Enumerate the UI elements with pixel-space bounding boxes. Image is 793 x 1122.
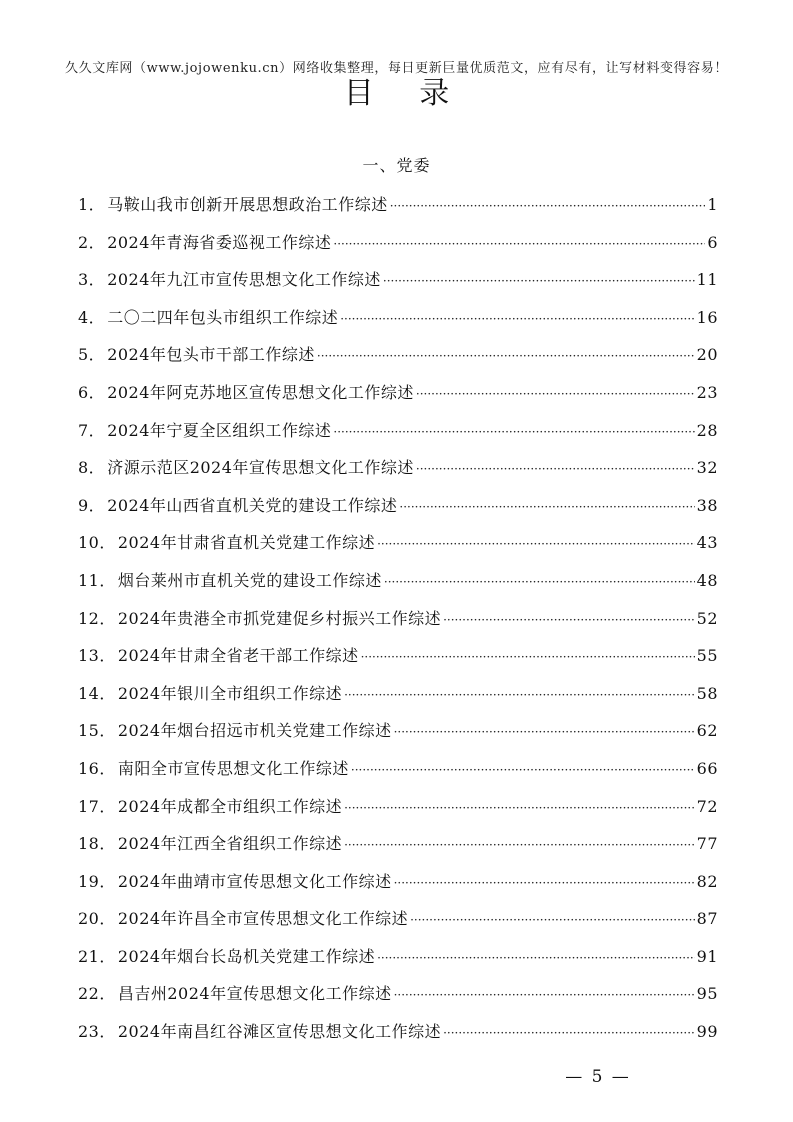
toc-dot-leader xyxy=(377,947,695,969)
toc-entry[interactable] xyxy=(78,908,718,946)
toc-entry-number: 7． xyxy=(78,420,106,440)
toc-entry-title: 二〇二四年包头市组织工作综述 xyxy=(107,307,339,327)
toc-entry[interactable] xyxy=(78,796,718,834)
toc-entry-number: 16． xyxy=(78,758,116,778)
toc-entry-page: 72 xyxy=(696,796,718,816)
toc-entry[interactable] xyxy=(78,495,718,533)
toc-entry-title: 济源示范区2024年宣传思想文化工作综述 xyxy=(107,458,414,478)
toc-entry-title: 昌吉州2024年宣传思想文化工作综述 xyxy=(117,984,392,1004)
toc-entry-number: 4． xyxy=(78,307,106,327)
toc-entry[interactable] xyxy=(78,344,718,382)
page-number: — 5 — xyxy=(565,1067,631,1087)
toc-entry[interactable] xyxy=(78,720,718,758)
toc-entry-number: 11． xyxy=(78,570,116,590)
toc-dot-leader xyxy=(344,797,695,819)
toc-entry-page: 52 xyxy=(696,608,718,628)
toc-entry-page: 82 xyxy=(696,871,718,891)
section-heading: 一、党委 xyxy=(362,156,431,175)
toc-dot-leader xyxy=(394,872,695,894)
toc-entry[interactable] xyxy=(78,758,718,796)
toc-dot-leader xyxy=(351,759,695,781)
toc-dot-leader xyxy=(384,571,695,593)
toc-dot-leader xyxy=(333,233,705,255)
toc-entry-title: 2024年银川全市组织工作综述 xyxy=(117,683,343,703)
toc-dot-leader xyxy=(344,834,695,856)
toc-entry-page: 99 xyxy=(696,1022,718,1042)
toc-entry-number: 13． xyxy=(78,646,116,666)
toc-entry-title: 2024年甘肃全省老干部工作综述 xyxy=(117,646,359,666)
toc-entry-number: 8． xyxy=(78,458,106,478)
toc-entry-page: 6 xyxy=(707,232,718,252)
toc-entry-number: 17． xyxy=(78,796,116,816)
toc-entry-number: 5． xyxy=(78,345,106,365)
toc-entry-title: 马鞍山我市创新开展思想政治工作综述 xyxy=(107,195,388,214)
toc-entry[interactable] xyxy=(78,307,718,345)
toc-entry[interactable] xyxy=(78,608,718,646)
toc-entry-page: 11 xyxy=(696,270,718,290)
toc-dot-leader xyxy=(394,984,695,1006)
toc-entry[interactable] xyxy=(78,269,718,307)
toc-entry-title: 2024年曲靖市宣传思想文化工作综述 xyxy=(117,871,392,891)
toc-dot-leader xyxy=(443,1022,695,1044)
toc-dot-leader xyxy=(340,308,694,330)
toc-entry-title: 2024年甘肃省直机关党建工作综述 xyxy=(117,533,376,553)
toc-entry-number: 22． xyxy=(78,984,116,1004)
toc-entry-title: 2024年许昌全市宣传思想文化工作综述 xyxy=(117,909,409,929)
toc-entry[interactable] xyxy=(78,570,718,608)
toc-entry-page: 91 xyxy=(696,946,718,966)
toc-entry-number: 14． xyxy=(78,683,116,703)
header-watermark: 久久文库网（www.jojowenku.cn）网络收集整理，每日更新巨量优质范文，应有尽有，让写材料变得容易！ xyxy=(65,61,728,76)
toc-entry-page: 66 xyxy=(696,758,718,778)
toc-entry[interactable] xyxy=(78,645,718,683)
toc-entry-title: 烟台莱州市直机关党的建设工作综述 xyxy=(117,570,382,590)
toc-entry-title: 2024年宁夏全区组织工作综述 xyxy=(107,420,332,440)
toc-entry-title: 2024年成都全市组织工作综述 xyxy=(117,796,343,816)
toc-entry-number: 15． xyxy=(78,721,116,741)
table-of-contents xyxy=(78,194,718,1059)
toc-dot-leader xyxy=(361,646,695,668)
toc-entry-title: 2024年包头市干部工作综述 xyxy=(107,345,315,365)
toc-entry-title: 2024年烟台招远市机关党建工作综述 xyxy=(117,721,392,741)
toc-entry-page: 20 xyxy=(696,345,718,365)
toc-entry-number: 3． xyxy=(78,270,106,290)
toc-dot-leader xyxy=(377,533,695,555)
toc-entry-number: 9． xyxy=(78,495,106,515)
toc-entry-number: 12． xyxy=(78,608,116,628)
toc-entry[interactable] xyxy=(78,946,718,984)
toc-entry-title: 2024年烟台长岛机关党建工作综述 xyxy=(117,946,376,966)
toc-entry-title: 2024年九江市宣传思想文化工作综述 xyxy=(107,270,381,290)
toc-dot-leader xyxy=(394,721,695,743)
toc-dot-leader xyxy=(416,458,695,480)
toc-entry-title: 2024年山西省直机关党的建设工作综述 xyxy=(107,495,398,515)
toc-entry-page: 32 xyxy=(696,458,718,478)
toc-dot-leader xyxy=(383,270,695,292)
toc-entry-title: 2024年南昌红谷滩区宣传思想文化工作综述 xyxy=(117,1022,442,1042)
toc-entry[interactable] xyxy=(78,833,718,871)
toc-entry-title: 南阳全市宣传思想文化工作综述 xyxy=(117,758,349,778)
toc-entry[interactable] xyxy=(78,457,718,495)
toc-entry-title: 2024年贵港全市抓党建促乡村振兴工作综述 xyxy=(117,608,442,628)
toc-entry-page: 58 xyxy=(696,683,718,703)
toc-entry-title: 2024年江西全省组织工作综述 xyxy=(117,834,343,854)
toc-entry-page: 62 xyxy=(696,721,718,741)
toc-entry-page: 43 xyxy=(696,533,718,553)
toc-entry-page: 1 xyxy=(707,195,718,214)
toc-entry-page: 16 xyxy=(696,307,718,327)
toc-dot-leader xyxy=(399,496,694,518)
toc-entry-number: 6． xyxy=(78,382,106,402)
toc-entry-number: 18． xyxy=(78,834,116,854)
toc-entry-page: 55 xyxy=(696,646,718,666)
toc-entry-number: 20． xyxy=(78,909,116,929)
toc-entry-page: 87 xyxy=(696,909,718,929)
toc-entry-page: 48 xyxy=(696,570,718,590)
toc-entry-title: 2024年青海省委巡视工作综述 xyxy=(107,232,332,252)
toc-entry[interactable] xyxy=(78,194,718,232)
toc-entry[interactable] xyxy=(78,382,718,420)
toc-dot-leader xyxy=(333,421,694,443)
toc-entry-number: 21． xyxy=(78,946,116,966)
toc-entry[interactable] xyxy=(78,983,718,1021)
toc-dot-leader xyxy=(410,909,695,931)
toc-entry-page: 28 xyxy=(696,420,718,440)
toc-entry-title: 2024年阿克苏地区宣传思想文化工作综述 xyxy=(107,382,414,402)
toc-entry-page: 23 xyxy=(696,382,718,402)
toc-entry[interactable] xyxy=(78,420,718,458)
toc-dot-leader xyxy=(344,684,695,706)
toc-entry[interactable] xyxy=(78,683,718,721)
page-title: 目 录 xyxy=(343,76,468,111)
toc-dot-leader xyxy=(416,383,695,405)
toc-entry-number: 10． xyxy=(78,533,116,553)
toc-entry[interactable] xyxy=(78,532,718,570)
toc-dot-leader xyxy=(317,345,695,367)
toc-entry-page: 38 xyxy=(696,495,718,515)
toc-entry-number: 19． xyxy=(78,871,116,891)
toc-entry-number: 23． xyxy=(78,1022,116,1042)
toc-dot-leader xyxy=(390,195,706,217)
toc-entry-page: 77 xyxy=(696,834,718,854)
toc-dot-leader xyxy=(443,609,695,631)
toc-entry[interactable] xyxy=(78,232,718,270)
toc-entry-number: 1． xyxy=(78,195,106,214)
toc-entry-number: 2． xyxy=(78,232,106,252)
toc-entry[interactable] xyxy=(78,871,718,909)
toc-entry-page: 95 xyxy=(696,984,718,1004)
toc-entry[interactable] xyxy=(78,1021,718,1059)
